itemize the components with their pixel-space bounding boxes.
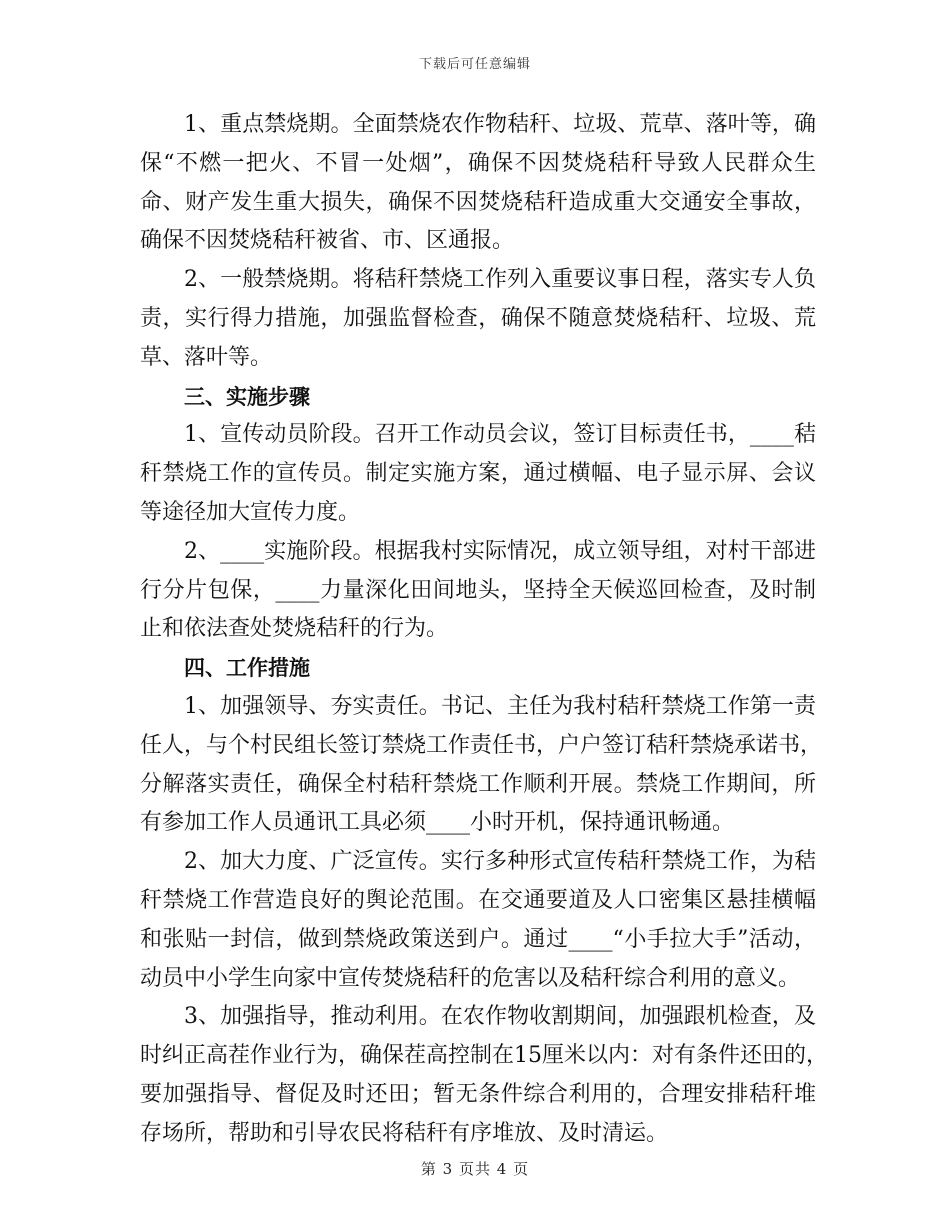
- paragraph-line: 行分片包保，____力量深化田间地头，坚持全天候巡回检查，及时制: [140, 577, 816, 603]
- paragraph-line: 保“不燃一把火、不冒一处烟”，确保不因焚烧秸秆导致人民群众生: [140, 150, 816, 176]
- paragraph-first-line: 1、重点禁烧期。全面禁烧农作物秸秆、垃圾、荒草、落叶等，确: [184, 112, 816, 137]
- paragraph-first-line: 1、宣传动员阶段。召开工作动员会议，签订目标责任书，____秸: [184, 422, 816, 448]
- paragraph-line: 秆禁烧工作的宣传员。制定实施方案，通过横幅、电子显示屏、会议: [140, 461, 816, 487]
- paragraph-line: 时纠正高茬作业行为，确保茬高控制在15厘米以内：对有条件还田的，: [140, 1043, 828, 1069]
- paragraph-first-line: 3、加强指导，推动利用。在农作物收割期间，加强跟机检查，及: [184, 1004, 816, 1030]
- page-footer: 第 3 页共 4 页: [420, 1160, 530, 1178]
- paragraph-line: 要加强指导、督促及时还田；暂无条件综合利用的，合理安排秸秆堆: [140, 1081, 816, 1107]
- page-header: 下载后可任意编辑: [418, 57, 531, 72]
- paragraph-line: 命、财产发生重大损失，确保不因焚烧秸秆造成重大交通安全事故，: [140, 189, 816, 215]
- paragraph-first-line: 2、一般禁烧期。将秸秆禁烧工作列入重要议事日程，落实专人负: [184, 267, 816, 293]
- section-heading: 四、工作措施: [184, 656, 310, 681]
- paragraph-line: 责，实行得力措施，加强监督检查，确保不随意焚烧秸秆、垃圾、荒: [140, 305, 816, 331]
- paragraph-last-line: 等途径加大宣传力度。: [140, 499, 361, 525]
- paragraph-first-line: 2、____实施阶段。根据我村实际情况，成立领导组，对村干部进: [184, 538, 816, 564]
- paragraph-line: 秆禁烧工作营造良好的舆论范围。在交通要道及人口密集区悬挂横幅: [140, 887, 816, 913]
- document-body: [140, 106, 828, 1154]
- paragraph-last-line: 确保不因焚烧秸秆被省、市、区通报。: [140, 228, 515, 254]
- section-heading: 三、实施步骤: [184, 384, 310, 409]
- paragraph-line: 和张贴一封信，做到禁烧政策送到户。通过____“小手拉大手”活动，: [140, 926, 816, 952]
- paragraph-last-line: 有参加工作人员通讯工具必须____小时开机，保持通讯畅通。: [140, 810, 735, 836]
- paragraph-last-line: 止和依法查处焚烧秸秆的行为。: [140, 616, 449, 642]
- paragraph-last-line: 动员中小学生向家中宣传焚烧秸秆的危害以及秸秆综合利用的意义。: [140, 965, 801, 991]
- paragraph-last-line: 草、落叶等。: [140, 344, 273, 370]
- paragraph-first-line: 1、加强领导、夯实责任。书记、主任为我村秸秆禁烧工作第一责: [184, 693, 816, 719]
- paragraph-last-line: 存场所，帮助和引导农民将秸秆有序堆放、及时清运。: [140, 1120, 669, 1146]
- paragraph-line: 任人，与个村民组长签订禁烧工作责任书，户户签订秸秆禁烧承诺书，: [140, 732, 823, 758]
- paragraph-line: 分解落实责任，确保全村秸秆禁烧工作顺利开展。禁烧工作期间，所: [140, 771, 816, 797]
- paragraph-first-line: 2、加大力度、广泛宣传。实行多种形式宣传秸秆禁烧工作，为秸: [184, 849, 816, 875]
